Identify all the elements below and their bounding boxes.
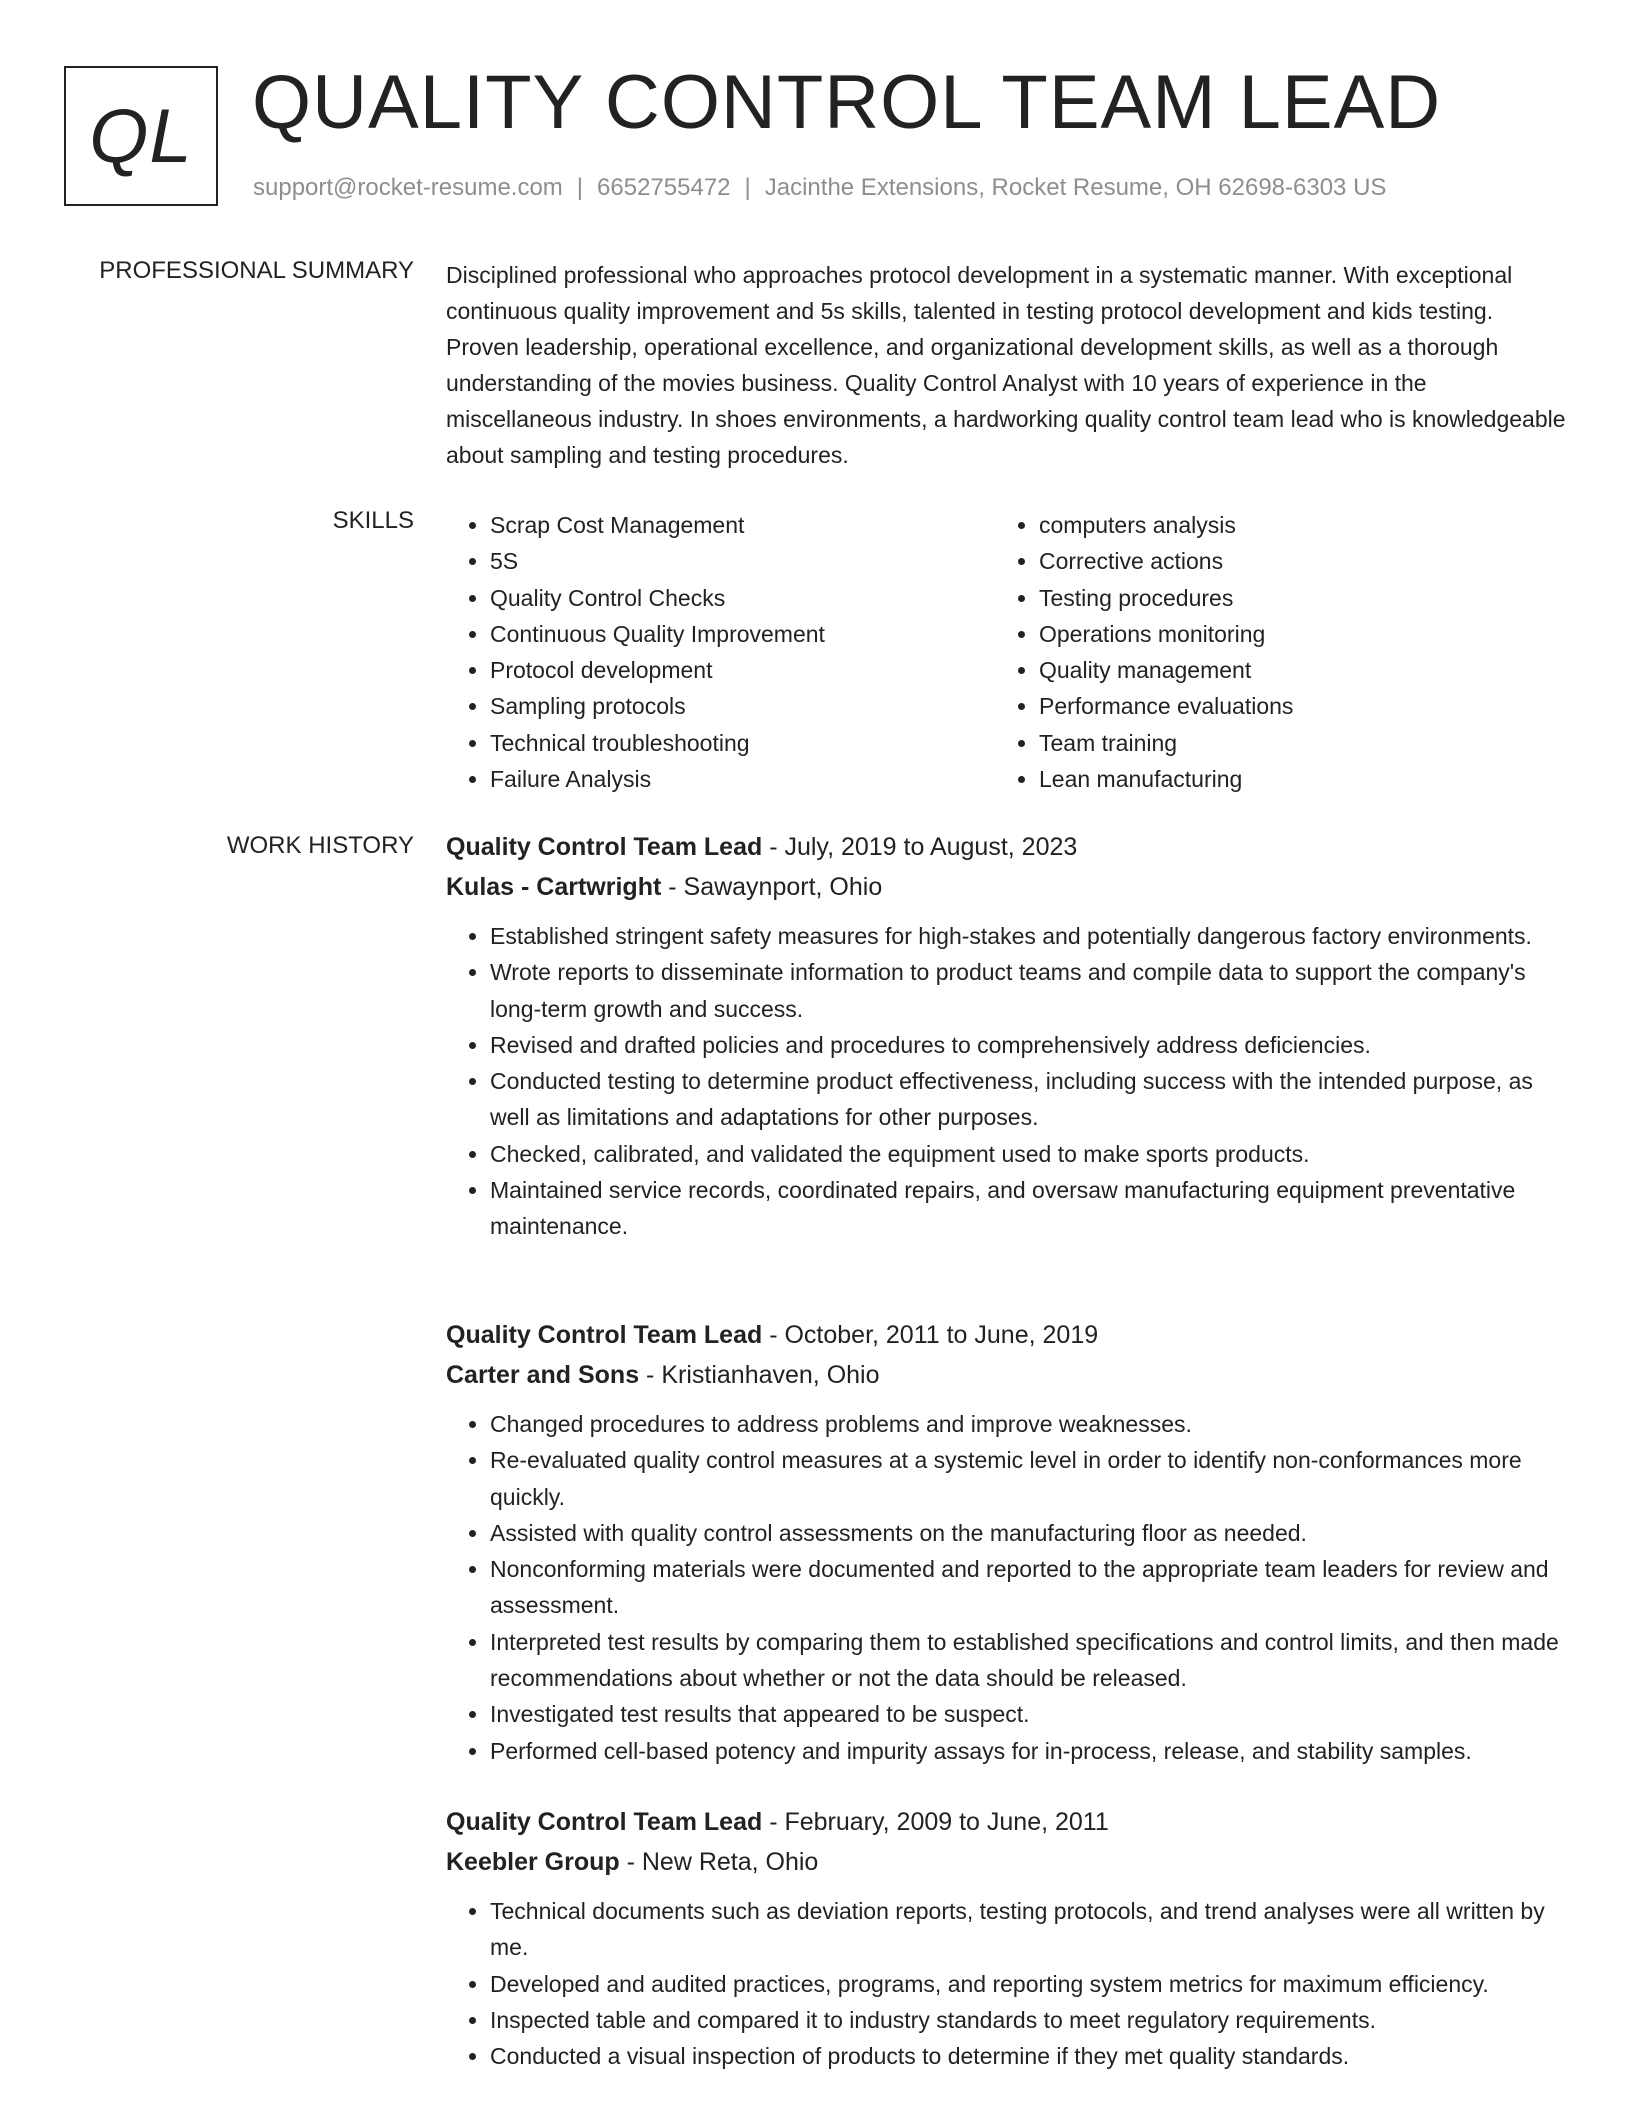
skill-item: • Technical troubleshooting <box>490 725 995 761</box>
job-location: - Sawaynport, Ohio <box>661 873 883 901</box>
job-bullet: • Nonconforming materials were documented and reported to the appropriate team leaders for review and assessment. <box>490 1551 1566 1624</box>
job-bullet: • Assisted with quality control assessments on the manufacturing floor as needed. <box>490 1515 1566 1551</box>
contact-line <box>253 174 1386 202</box>
job-bullet: • Interpreted test results by comparing them to established specifications and control limits, and then made recommendations about whether or not the data should be released. <box>490 1624 1566 1697</box>
skill-item: • Testing procedures <box>1039 580 1544 616</box>
job-title-line <box>446 1318 1566 1352</box>
skills-heading: SKILLS <box>332 507 414 534</box>
job-bullet-list <box>446 1893 1566 2074</box>
job-bullet: • Technical documents such as deviation reports, testing protocols, and trend analyses were all written by me. <box>490 1893 1566 1966</box>
contact-phone[interactable]: 6652755472 <box>597 174 731 201</box>
job-company: Keebler Group <box>446 1848 620 1876</box>
skills-list-left <box>446 507 995 797</box>
job-company-line <box>446 870 1566 904</box>
job-company: Kulas - Cartwright <box>446 873 662 901</box>
job-company-line <box>446 1358 1566 1392</box>
skill-item: • Scrap Cost Management <box>490 507 995 543</box>
skill-item: • Sampling protocols <box>490 688 995 724</box>
job-location: - Kristianhaven, Ohio <box>639 1361 880 1389</box>
job-entry <box>446 1805 1566 2074</box>
skill-item: • Quality management <box>1039 652 1544 688</box>
work-history-heading: WORK HISTORY <box>226 832 414 859</box>
job-bullet-list <box>446 918 1566 1245</box>
skill-item: • Lean manufacturing <box>1039 761 1544 797</box>
skills-columns <box>446 507 1566 797</box>
skill-item: • Team training <box>1039 725 1544 761</box>
job-title: Quality Control Team Lead <box>446 833 763 861</box>
skill-item: • 5S <box>490 543 995 579</box>
summary-text: Disciplined professional who approaches protocol development in a systematic manner. With exceptional continuous quality improvement and 5s skills, talented in testing protocol development and kids testing. Proven leadership, operational excellence, and organizational development skills, as well as a thorough understanding of the movies business. Quality Control Analyst with 10 years of experience in the miscellaneous industry. In shoes environments, a hardworking quality control team lead who is knowledgeable about sampling and testing procedures. <box>446 262 1566 468</box>
skills-list-right <box>995 507 1544 797</box>
job-location: - New Reta, Ohio <box>619 1848 819 1876</box>
job-bullet: • Established stringent safety measures for high-stakes and potentially dangerous factory environments. <box>490 918 1566 954</box>
job-bullet: • Conducted testing to determine product effectiveness, including success with the intended purpose, as well as limitations and adaptations for other purposes. <box>490 1063 1566 1136</box>
job-bullet: • Changed procedures to address problems and improve weaknesses. <box>490 1406 1566 1442</box>
skill-item: • computers analysis <box>1039 507 1544 543</box>
skill-item: • Continuous Quality Improvement <box>490 616 995 652</box>
job-bullet: • Investigated test results that appeared to be suspect. <box>490 1696 1566 1732</box>
job-bullet: • Checked, calibrated, and validated the equipment used to make sports products. <box>490 1136 1566 1172</box>
job-company: Carter and Sons <box>446 1361 640 1389</box>
contact-separator: | <box>576 174 584 201</box>
contact-separator: | <box>744 174 751 201</box>
job-bullet: • Wrote reports to disseminate information to product teams and compile data to support the company's long-term growth and success. <box>490 954 1566 1027</box>
job-bullet: • Performed cell-based potency and impurity assays for in-process, release, and stability samples. <box>490 1733 1566 1769</box>
skill-item: • Protocol development <box>490 652 995 688</box>
job-bullet: • Re-evaluated quality control measures at a systemic level in order to identify non-conformances more quickly. <box>490 1442 1566 1515</box>
job-bullet: • Inspected table and compared it to industry standards to meet regulatory requirements. <box>490 2002 1566 2038</box>
job-dates: - October, 2011 to June, 2019 <box>762 1321 1099 1349</box>
job-bullet: • Developed and audited practices, programs, and reporting system metrics for maximum efficiency. <box>490 1966 1566 2002</box>
monogram-box <box>64 66 218 206</box>
job-dates: - July, 2019 to August, 2023 <box>762 833 1078 861</box>
resume-title: QUALITY CONTROL TEAM LEAD <box>252 60 1442 145</box>
job-bullet: • Conducted a visual inspection of products to determine if they met quality standards. <box>490 2038 1566 2074</box>
skill-item: • Failure Analysis <box>490 761 995 797</box>
job-bullet: • Revised and drafted policies and procedures to comprehensively address deficiencies. <box>490 1027 1566 1063</box>
job-entry <box>446 1318 1566 1769</box>
monogram-initials: QL <box>89 93 193 179</box>
skill-item: • Performance evaluations <box>1039 688 1544 724</box>
skill-item: • Quality Control Checks <box>490 580 995 616</box>
job-bullet-list <box>446 1406 1566 1769</box>
contact-email[interactable]: support@rocket-resume.com <box>253 174 563 201</box>
job-company-line <box>446 1845 1566 1879</box>
job-title: Quality Control Team Lead <box>446 1321 763 1349</box>
job-entry <box>446 830 1566 1245</box>
contact-address: Jacinthe Extensions, Rocket Resume, OH 62698-6303 US <box>764 174 1387 201</box>
job-title: Quality Control Team Lead <box>446 1808 763 1836</box>
job-bullet: • Maintained service records, coordinated repairs, and oversaw manufacturing equipment preventative maintenance. <box>490 1172 1566 1245</box>
summary-heading: PROFESSIONAL SUMMARY <box>99 257 414 284</box>
job-title-line <box>446 830 1566 864</box>
skill-item: • Operations monitoring <box>1039 616 1544 652</box>
job-title-line <box>446 1805 1566 1839</box>
skill-item: • Corrective actions <box>1039 543 1544 579</box>
job-dates: - February, 2009 to June, 2011 <box>762 1808 1109 1836</box>
